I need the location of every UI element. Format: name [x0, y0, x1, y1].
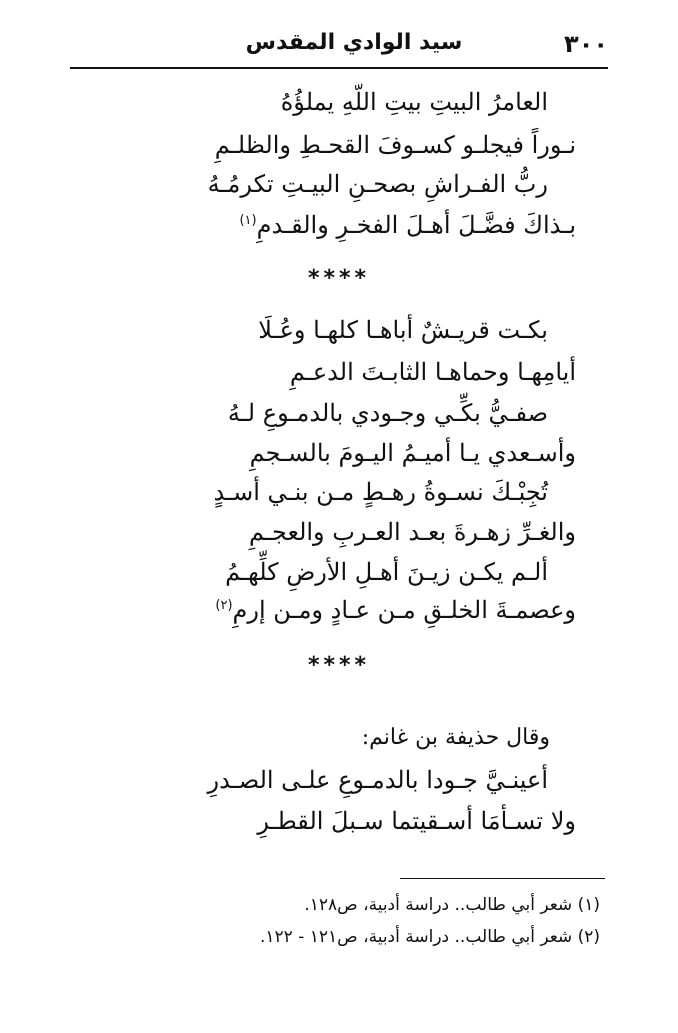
footnote-rule: [400, 878, 605, 879]
running-title: سيد الوادي المقدس: [245, 30, 463, 55]
verse-line: تُجِبْـكَ نسـوةُ رهـطٍ مـن بنـي أسـدٍ: [213, 478, 548, 506]
footnote: (١) شعر أبي طالب.. دراسة أدبية، ص١٢٨.: [304, 895, 600, 915]
verse-line: صفـيُّ بكِّـي وجـودي بالدمـوعِ لـهُ: [227, 399, 548, 427]
verse-line: ربُّ الفـراشِ بصحـنِ البيـتِ تكرمُـهُ: [207, 170, 548, 198]
section-separator: ****: [307, 653, 371, 678]
verse-text: وعصمـةَ الخلـقِ مـن عـادٍ ومـن إرمِ: [232, 596, 576, 624]
prose-line: وقال حذيفة بن غانم:: [361, 725, 550, 750]
verse-line: نـوراً فيجلـو كسـوفَ القحـطِ والظلـمِ: [214, 131, 576, 159]
verse-line: ولا تسـأمَا أسـقيتما سـبلَ القطـرِ: [257, 807, 576, 835]
page-number: ٣٠٠: [564, 30, 608, 58]
verse-line: ألـم يكـن زيـنَ أهـلِ الأرضِ كلِّهـمُ: [225, 558, 548, 586]
footnote-ref: (١): [239, 213, 257, 228]
verse-line: والغـرِّ زهـرةَ بعـد العـربِ والعجـمِ: [249, 518, 576, 546]
verse-text: بـذاكَ فضَّـلَ أهـلَ الفخـرِ والقـدمِ: [256, 211, 576, 239]
section-separator: ****: [307, 266, 371, 291]
verse-line: أيامِهـا وحماهـا الثابـتَ الدعـمِ: [289, 358, 576, 386]
verse-line: [239, 209, 576, 241]
footnote: (٢) شعر أبي طالب.. دراسة أدبية، ص١٢١ - ١٢٢.: [259, 927, 600, 947]
verse-line: أعينـيَّ جـودا بالدمـوعِ علـى الصـدرِ: [207, 766, 548, 794]
footnote-ref: (٢): [215, 598, 233, 613]
verse-line: [215, 594, 576, 626]
verse-line: بكـت قريـشٌ أباهـا كلهـا وعُـلَا: [258, 316, 548, 344]
verse-line: العامرُ البيتِ بيتِ اللّهِ يملؤُهُ: [280, 88, 548, 116]
verse-line: وأسـعدي يـا أميـمُ اليـومَ بالسـجمِ: [249, 439, 576, 467]
header-rule: [70, 67, 608, 69]
page-header: [70, 28, 608, 66]
